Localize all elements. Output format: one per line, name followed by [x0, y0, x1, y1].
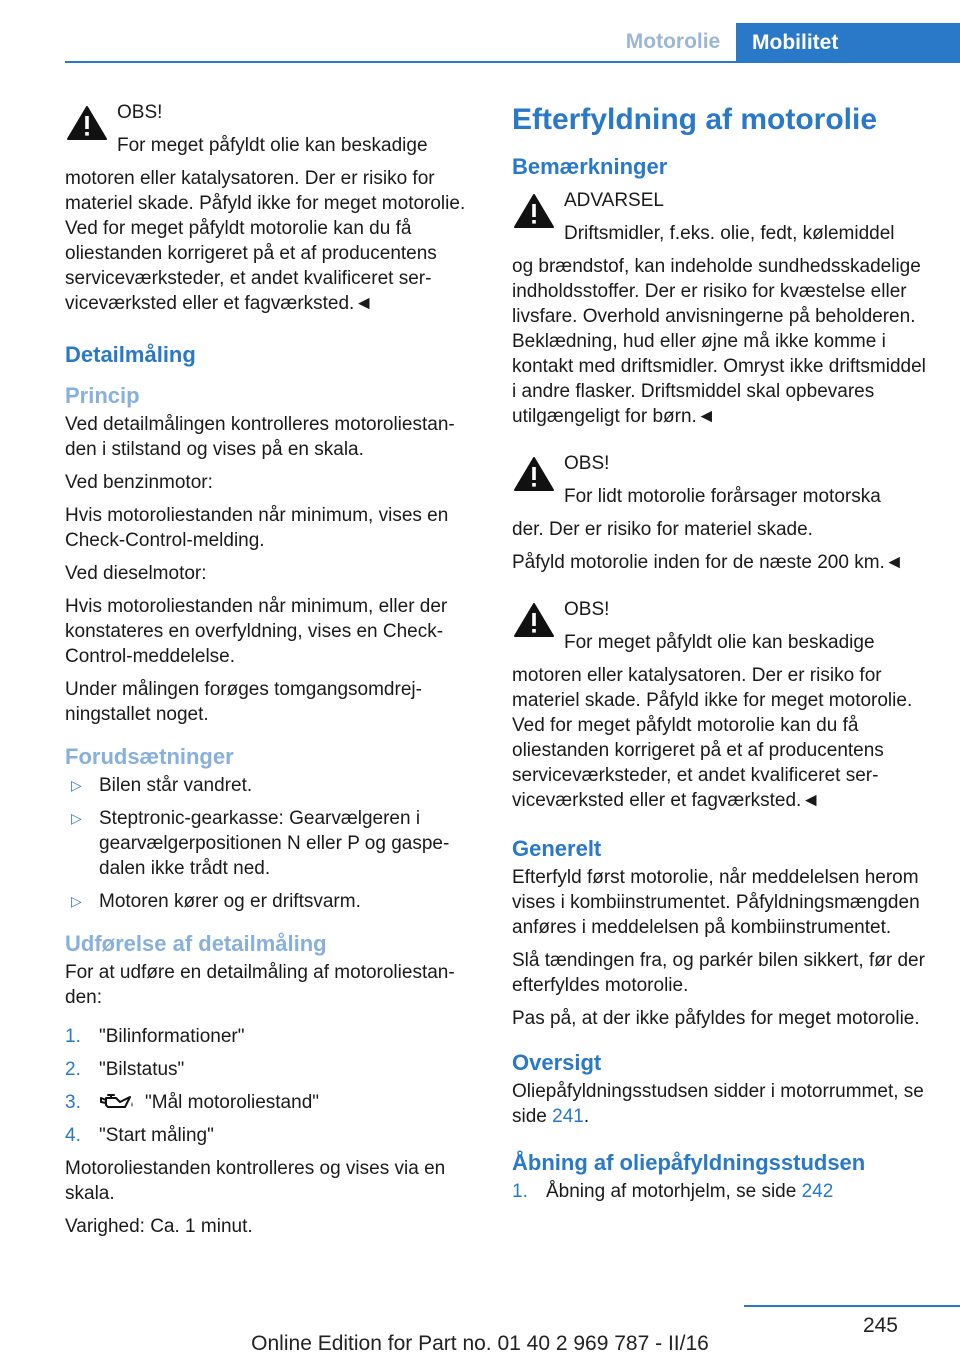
header-rule: [65, 61, 960, 63]
warning-triangle-icon: [65, 103, 109, 143]
paragraph: Slå tændingen fra, og parkér bilen sikkert, før der efterfyldes motorolie.: [512, 950, 925, 996]
paragraph: Ved benzinmotor:: [65, 472, 213, 493]
heading-bemaerkninger: Bemærkninger: [512, 154, 668, 179]
note-label: ADVARSEL: [564, 190, 664, 211]
oil-can-icon: [99, 1091, 135, 1111]
paragraph: Motoroliestanden kontrolleres og vises via en skala.: [65, 1158, 446, 1204]
paragraph: Oliepåfyldningsstudsen sidder i motorrummet, se side 241.: [512, 1081, 924, 1127]
list-item: ▷ Motoren kører og er driftsvarm.: [71, 891, 361, 912]
list-item: ▷ Steptronic-gearkasse: Gearvælgeren i gearvælgerpositionen N eller P og gaspedalen ikke trådt ned.: [71, 808, 450, 879]
note-body: motoren eller katalysatoren. Der er risiko for materiel skade. Påfyld ikke for meget motorolie. Ved for meget påfyldt motorolie kan du få oliestanden korrigeret på et af producentens serviceværksteder, et andet kvalificeret serviceværksted eller et fagværksted.◄: [512, 665, 913, 811]
list-item: 1. "Bilinformationer": [65, 1026, 245, 1047]
paragraph: Ved dieselmotor:: [65, 563, 207, 584]
paragraph: Pas på, at der ikke påfyldes for meget motorolie.: [512, 1008, 920, 1029]
note-first-line: Driftsmidler, f.eks. olie, fedt, kølemiddel: [564, 223, 895, 244]
list-item: 1. Åbning af motorhjelm, se side 242: [512, 1181, 834, 1202]
note-body: motoren eller katalysatoren. Der er risiko for materiel skade. Påfyld ikke for meget motorolie. Ved for meget påfyldt motorolie kan du få oliestanden korrigeret på et af producentens serviceværksteder, et andet kvalificeret serviceværksted eller et fagværksted.◄: [65, 168, 466, 314]
heading-udforelse: Udførelse af detailmåling: [65, 931, 327, 956]
steps-list: [65, 1024, 477, 1148]
note-first-line: For lidt motorolie forårsager motorska: [564, 486, 881, 507]
paragraph: Under målingen forøges tomgangsomdrejningstallet noget.: [65, 679, 422, 725]
right-column: [512, 100, 928, 1212]
list-item: 3. "Mål motoroliestand": [65, 1092, 320, 1113]
heading-oversigt: Oversigt: [512, 1050, 602, 1075]
warning-triangle-icon: [512, 600, 556, 640]
note-body: og brændstof, kan indeholde sundhedsskadelige indholdsstoffer. Der er risiko for kvæstelse eller livsfare. Overhold anvisningerne på beholderen. Beklædning, hud eller øjne må ikke komme i kontakt med driftsmidler. Omryst ikke driftsmiddel i andre flasker. Driftsmiddel skal opbevares utilgængeligt for børn.◄: [512, 256, 926, 427]
list-item: ▷ Bilen står vandret.: [71, 775, 253, 796]
note-body: der. Der er risiko for materiel skade.: [512, 519, 813, 540]
page-number: 245: [862, 1314, 898, 1337]
paragraph: Varighed: Ca. 1 minut.: [65, 1216, 253, 1237]
paragraph: For at udføre en detailmåling af motoroliestanden:: [65, 962, 455, 1008]
note-label: OBS!: [117, 102, 163, 123]
caution-note: [65, 100, 477, 316]
warning-triangle-icon: [512, 454, 556, 494]
note-first-line: For meget påfyldt olie kan beskadige: [117, 135, 428, 156]
paragraph: Efterfyld først motorolie, når meddelelsen herom vises i kombiinstrumentet. Påfyldningsmængden anføres i meddelelsen på kombiinstrumentet.: [512, 867, 920, 938]
prerequisites-list: [65, 773, 477, 914]
warning-triangle-icon: [512, 191, 556, 231]
left-column: [65, 100, 477, 1247]
caution-note: [512, 597, 928, 813]
heading-forudsaetninger: Forudsætninger: [65, 744, 234, 769]
page-title: Efterfyldning af motorolie: [512, 103, 878, 136]
note-label: OBS!: [564, 599, 610, 620]
triangle-bullet-icon: ▷: [71, 810, 82, 826]
heading-aabning: Åbning af oliepåfyldningsstudsen: [512, 1150, 866, 1175]
heading-generelt: Generelt: [512, 836, 602, 861]
triangle-bullet-icon: ▷: [71, 893, 82, 909]
page-link[interactable]: 241: [552, 1106, 584, 1127]
caution-note: [512, 451, 928, 575]
steps-list: [512, 1179, 928, 1204]
page-link[interactable]: 242: [801, 1181, 834, 1202]
list-item: 4. "Start måling": [65, 1125, 214, 1146]
list-item: 2. "Bilstatus": [65, 1059, 185, 1080]
header-chapter-tab[interactable]: Mobilitet: [736, 23, 960, 63]
warning-note: [512, 188, 928, 429]
note-first-line: For meget påfyldt olie kan beskadige: [564, 632, 875, 653]
heading-princip: Princip: [65, 383, 140, 408]
footer-rule: [744, 1305, 960, 1307]
heading-detailmaling: Detailmåling: [65, 342, 196, 367]
paragraph: Hvis motoroliestanden når minimum, vises en Check-Control-melding.: [65, 505, 449, 551]
header-section-tab[interactable]: Motorolie: [625, 30, 721, 53]
paragraph: Hvis motoroliestanden når minimum, eller der konstateres en overfyldning, vises en Check-Control-meddelelse.: [65, 596, 448, 667]
edition-footer: Online Edition for Part no. 01 40 2 969 787 - II/16: [251, 1332, 709, 1355]
triangle-bullet-icon: ▷: [71, 777, 82, 793]
note-label: OBS!: [564, 453, 610, 474]
note-extra: Påfyld motorolie inden for de næste 200 km.◄: [512, 552, 904, 573]
paragraph: Ved detailmålingen kontrolleres motoroliestanden i stilstand og vises på en skala.: [65, 414, 455, 460]
